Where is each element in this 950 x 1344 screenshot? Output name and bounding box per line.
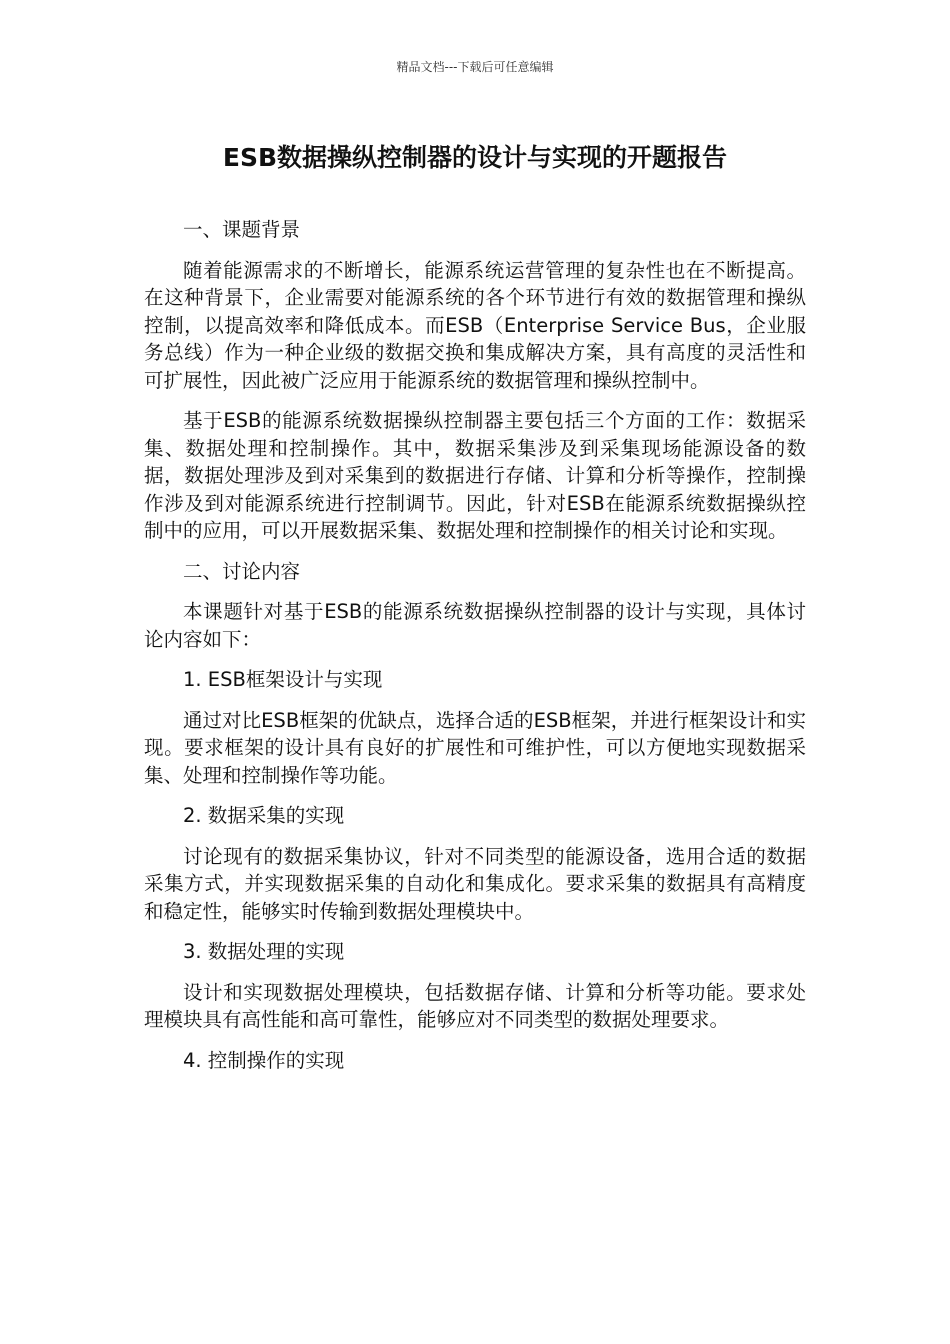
page-header: 精品文档---下载后可任意编辑 <box>396 60 554 74</box>
paragraph-esb-framework: 通过对比ESB框架的优缺点，选择合适的ESB框架，并进行框架设计和实现。要求框架的设计具有良好的扩展性和可维护性，可以方便地实现数据采集、处理和控制操作等功能。 <box>144 708 806 787</box>
section-heading-background: 一、课题背景 <box>183 218 301 241</box>
paragraph-content-intro: 本课题针对基于ESB的能源系统数据操纵控制器的设计与实现，具体讨论内容如下： <box>144 600 806 651</box>
paragraph-data-collection: 讨论现有的数据采集协议，针对不同类型的能源设备，选用合适的数据采集方式，并实现数据采集的自动化和集成化。要求采集的数据具有高精度和稳定性，能够实时传输到数据处理模块中。 <box>144 844 806 923</box>
paragraph-data-processing: 设计和实现数据处理模块，包括数据存储、计算和分析等功能。要求处理模块具有高性能和高可靠性，能够应对不同类型的数据处理要求。 <box>144 980 806 1031</box>
paragraph-background-1: 随着能源需求的不断增长，能源系统运营管理的复杂性也在不断提高。在这种背景下，企业需要对能源系统的各个环节进行有效的数据管理和操纵控制，以提高效率和降低成本。而ESB（Enterprise Service Bus，企业服务总线）作为一种企业级的数据交换和集成解决方案，具有高度的灵活性和可扩展性，因此被广泛应用于能源系统的数据管理和操纵控制中。 <box>144 258 806 392</box>
subheading-data-processing: 3. 数据处理的实现 <box>183 940 345 963</box>
subheading-control-operation: 4. 控制操作的实现 <box>183 1048 345 1072</box>
paragraph-background-2: 基于ESB的能源系统数据操纵控制器主要包括三个方面的工作：数据采集、数据处理和控制操作。其中，数据采集涉及到采集现场能源设备的数据，数据处理涉及到对采集到的数据进行存储、计算和分析等操作，控制操作涉及到对能源系统进行控制调节。因此，针对ESB在能源系统数据操纵控制中的应用，可以开展数据采集、数据处理和控制操作的相关讨论和实现。 <box>144 409 806 542</box>
document-title: ESB数据操纵控制器的设计与实现的开题报告 <box>222 143 728 172</box>
section-heading-content: 二、讨论内容 <box>183 559 301 583</box>
subheading-esb-framework: 1. ESB框架设计与实现 <box>183 668 383 691</box>
document-body <box>144 216 806 1087</box>
subheading-data-collection: 2. 数据采集的实现 <box>183 804 345 827</box>
